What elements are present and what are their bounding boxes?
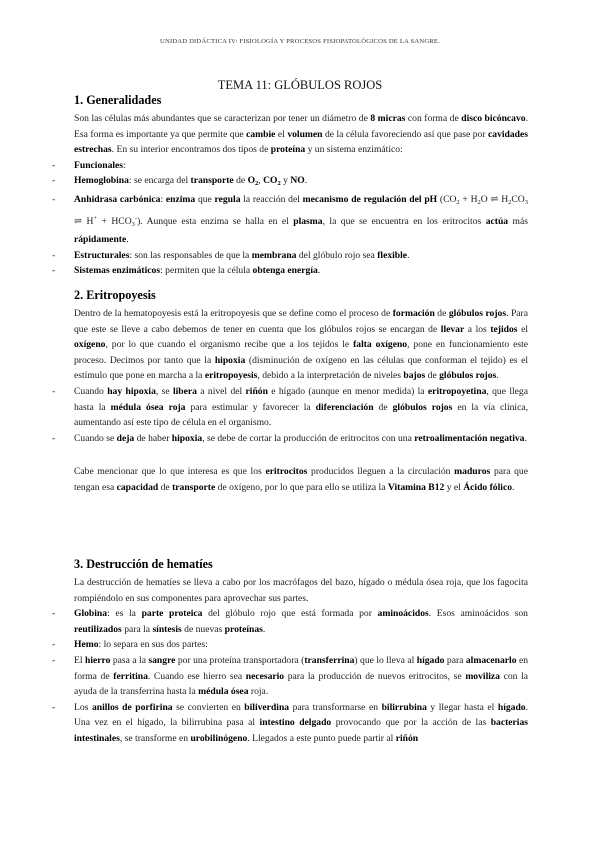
section-heading: 3. Destrucción de hematíes bbox=[74, 557, 213, 571]
topic-title: TEMA 11: GLÓBULOS ROJOS bbox=[217, 78, 383, 92]
section-eritropoyesis bbox=[74, 287, 528, 496]
list-item: - Los anillos de porfirina se convierten en biliverdina para transformarse en bilirrubina y llegar hasta el hígado. Una vez en el hígado, la bilirrubina pasa al intestino delgado provocando que por la acción de las bacterias intestinales, se transforme en urobilinógeno. Llegados a este punto puede partir al riñón bbox=[74, 700, 528, 747]
hypoxia-list bbox=[74, 384, 528, 446]
list-item: - Funcionales: - Hemoglobina: se encarga del transporte de $O_2$, $CO_2$ y NO. - Anhidrasa carbónica: enzima que regula la reacción del mecanismo de regulación del pH ($CO_2 + H_2O$ ⇌ $H_2CO_3$ ⇌ $H^+ + HCO_3^-$). Aunque esta enzima se halla en el plasma, la que se encuentra en los eritrocitos actúa más rápidamente. bbox=[74, 158, 528, 248]
protein-list bbox=[74, 158, 528, 279]
paragraph: Cabe mencionar que lo que interesa es que los eritrocitos producidos lleguen a la circulación maduros para que tengan esa capacidad de transporte de oxígeno, por lo que para ello se utiliza la Vitamina B12 y el Ácido fólico. bbox=[74, 466, 528, 493]
paragraph: Son las células más abundantes que se caracterizan por tener un diámetro de 8 micras con forma de disco bicóncavo. Esa forma es importante ya que permite que cambie el volumen de la célula favoreciendo así que pase por cavidades estrechas. En su interior encontramos dos tipos de proteína y un sistema enzimático: bbox=[74, 113, 528, 156]
components-list bbox=[74, 606, 528, 746]
list-item: - Hemoglobina: se encarga del transporte de $O_2$, $CO_2$ y NO. bbox=[74, 173, 528, 192]
list-item: - Cuando se deja de haber hipoxia, se debe de cortar la producción de eritrocitos con una retroalimentación negativa. bbox=[74, 431, 528, 447]
list-item: - Anhidrasa carbónica: enzima que regula la reacción del mecanismo de regulación del pH ($CO_2 + H_2O$ ⇌ $H_2CO_3$ ⇌ $H^+ + HCO_3^-$). Aunque esta enzima se halla en el plasma, la que se encuentra en los eritrocitos actúa más rápidamente. bbox=[74, 192, 528, 248]
list-item: - El hierro pasa a la sangre por una proteína transportadora (transferrina) que lo lleva al hígado para almacenarlo en forma de ferritina. Cuando ese hierro sea necesario para la producción de nuevos eritrocitos, se moviliza con la ayuda de la transferrina hasta la médula ósea roja. bbox=[74, 653, 528, 700]
list-item: - Sistemas enzimáticos: permiten que la célula obtenga energía. bbox=[74, 263, 528, 279]
list-item: - Cuando hay hipoxia, se libera a nivel del riñón e hígado (aunque en menor medida) la eritropoyetina, que llega hasta la médula ósea roja para estimular y favorecer la diferenciación de glóbulos rojos en la vía clínica, aumentando así este tipo de célula en el organismo. bbox=[74, 384, 528, 431]
section-heading: 2. Eritropoyesis bbox=[74, 288, 156, 302]
section-destruccion-hematies bbox=[74, 556, 528, 747]
running-header: UNIDAD DIDÁCTICA IV: FISIOLOGÍA Y PROCESOS FISIOPATOLÓGICOS DE LA SANGRE. bbox=[160, 38, 440, 45]
list-item: - Estructurales: son las responsables de que la membrana del glóbulo rojo sea flexible. bbox=[74, 248, 528, 264]
list-item: - Hemo: lo separa en sus dos partes: - El hierro pasa a la sangre por una proteína transportadora (transferrina) que lo lleva al hígado para almacenarlo en forma de ferritina. Cuando ese hierro sea necesario para la producción de nuevos eritrocitos, se moviliza con la ayuda de la transferrina hasta la médula ósea roja. - Los anillos de porfirina se convierten en biliverdina para transformarse en bilirrubina y llegar hasta el hígado. Una vez en el hígado, la bilirrubina pasa al intestino delgado provocando que por la acción de las bacterias intestinales, se transforme en urobilinógeno. Llegados a este punto puede partir al riñón bbox=[74, 637, 528, 746]
functional-protein-list bbox=[74, 173, 528, 247]
section-generalidades bbox=[74, 92, 528, 279]
paragraph: La destrucción de hematíes se lleva a cabo por los macrófagos del bazo, hígado o médula ósea roja, que los fagocita rompiéndolo en sus componentes para aprovechar sus partes. bbox=[74, 577, 528, 604]
section-heading: 1. Generalidades bbox=[74, 93, 162, 107]
list-item: - Globina: es la parte proteica del glóbulo rojo que está formada por aminoácidos. Esos aminoácidos son reutilizados para la síntesis de nuevas proteínas. bbox=[74, 606, 528, 637]
hemo-parts-list bbox=[74, 653, 528, 747]
paragraph: Dentro de la hematopoyesis está la eritropoyesis que se define como el proceso de formación de glóbulos rojos. Para que este se lleve a cabo debemos de tener en cuenta que los glóbulos rojos se encargan de llevar a los tejidos el oxígeno, por lo que cuando el organismo recibe que a los tejidos le falta oxígeno, pone en funcionamiento este proceso. Decimos por tanto que la hipoxia (disminución de oxígeno en las células que conforman el tejido) es el estímulo que pone en marcha a la eritropoyesis, debido a la interpretación de niveles bajos de glóbulos rojos. bbox=[74, 308, 529, 382]
